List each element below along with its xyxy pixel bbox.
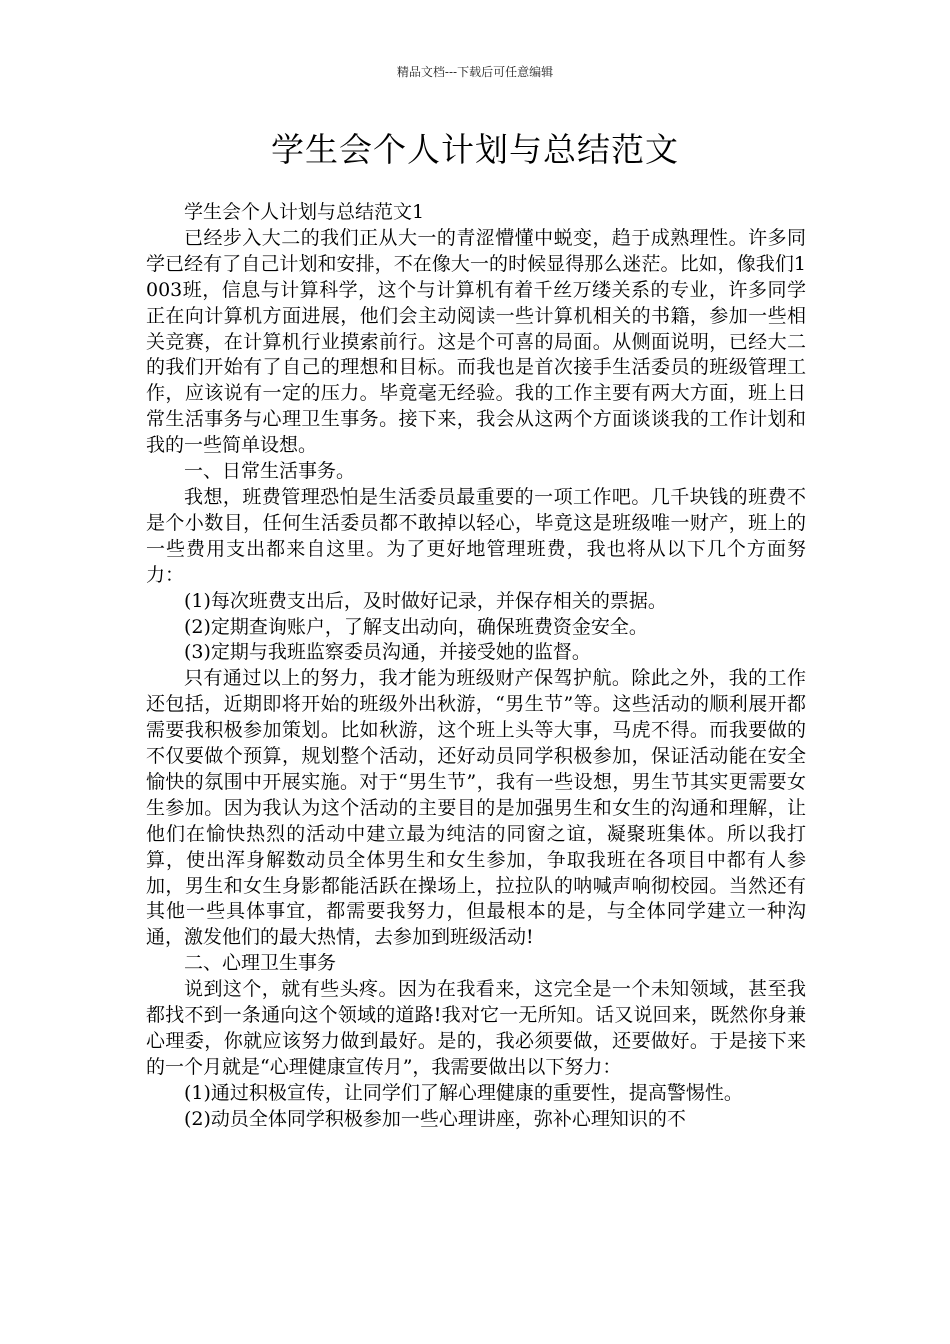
document-title: 学生会个人计划与总结范文 xyxy=(271,130,679,169)
list-item: (1)每次班费支出后，及时做好记录，并保存相关的票据。 xyxy=(184,589,667,612)
document-body xyxy=(146,200,806,1133)
section-heading: 学生会个人计划与总结范文1 xyxy=(184,201,425,223)
paragraph: 已经步入大二的我们正从大一的青涩懵懂中蜕变，趋于成熟理性。许多同学已经有了自己计划和安排，不在像大一的时候显得那么迷茫。比如，像我们1003班，信息与计算科学，这个与计算机有着千丝万缕关系的专业，许多同学正在向计算机方面进展，他们会主动阅读一些计算机相关的书籍，参加一些相关竞赛，在计算机行业摸索前行。这是个可喜的局面。从侧面说明，已经大二的我们开始有了自己的理想和目标。而我也是首次接手生活委员的班级管理工作，应该说有一定的压力。毕竟毫无经验。我的工作主要有两大方面，班上日常生活事务与心理卫生事务。接下来，我会从这两个方面谈谈我的工作计划和我的一些简单设想。 xyxy=(146,226,806,457)
list-item: (1)通过积极宣传，让同学们了解心理健康的重要性，提高警惕性。 xyxy=(184,1081,743,1104)
list-item: (2)定期查询账户，了解支出动向，确保班费资金安全。 xyxy=(184,615,648,638)
section-heading: 二、心理卫生事务 xyxy=(184,952,337,975)
list-item: (2)动员全体同学积极参加一些心理讲座，弥补心理知识的不 xyxy=(184,1107,686,1130)
header-note: 精品文档---下载后可任意编辑 xyxy=(396,65,554,79)
paragraph: 只有通过以上的努力，我才能为班级财产保驾护航。除此之外，我的工作还包括，近期即将开始的班级外出秋游，“男生节”等。这些活动的顺利展开都需要我积极参加策划。比如秋游，这个班上头等大事，马虎不得。而我要做的不仅要做个预算，规划整个活动，还好动员同学积极参加，保证活动能在安全愉快的氛围中开展实施。对于“男生节”，我有一些设想，男生节其实更需要女生参加。因为我认为这个活动的主要目的是加强男生和女生的沟通和理解，让他们在愉快热烈的活动中建立最为纯洁的同窗之谊，凝聚班集体。所以我打算，使出浑身解数动员全体男生和女生参加，争取我班在各项目中都有人参加，男生和女生身影都能活跃在操场上，拉拉队的呐喊声响彻校园。当然还有其他一些具体事宜，都需要我努力，但最根本的是，与全体同学建立一种沟通，激发他们的最大热情，去参加到班级活动! xyxy=(146,667,806,949)
paragraph: 说到这个，就有些头疼。因为在我看来，这完全是一个未知领域，甚至我都找不到一条通向这个领域的道路!我对它一无所知。话又说回来，既然你身兼心理委，你就应该努力做到最好。是的，我必须要做，还要做好。于是接下来的一个月就是“心理健康宣传月”，我需要做出以下努力： xyxy=(146,978,806,1078)
list-item: (3)定期与我班监察委员沟通，并接受她的监督。 xyxy=(184,641,591,664)
section-heading: 一、日常生活事务。 xyxy=(184,460,356,483)
paragraph: 我想，班费管理恐怕是生活委员最重要的一项工作吧。几千块钱的班费不是个小数目，任何生活委员都不敢掉以轻心，毕竟这是班级唯一财产，班上的一些费用支出都来自这里。为了更好地管理班费，我也将从以下几个方面努力： xyxy=(146,485,806,586)
